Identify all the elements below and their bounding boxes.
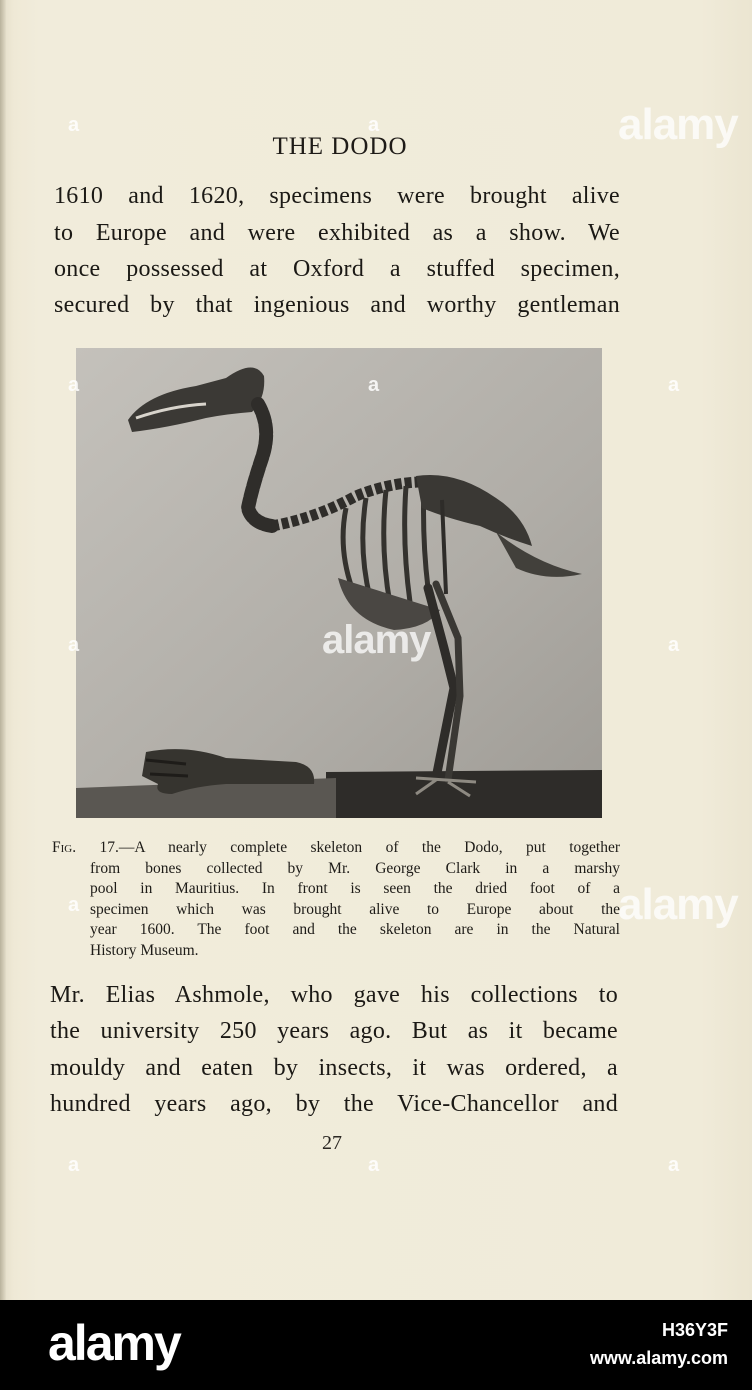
- page-number: 27: [322, 1132, 342, 1154]
- alamy-logo: alamy: [48, 1315, 180, 1371]
- watermark-mark: a: [668, 374, 680, 396]
- caption-line-3: pool in Mauritius. In front is seen the dried foot of a: [90, 880, 620, 898]
- watermark-text: alamy: [618, 100, 738, 149]
- caption-line-6: History Museum.: [90, 941, 199, 959]
- body-text-line-2: to Europe and were exhibited as a show. We: [54, 220, 620, 246]
- body-text-line-1: 1610 and 1620, specimens were brought alive: [54, 183, 620, 209]
- caption-line-1: Fig. 17.—A nearly complete skeleton of the Dodo, put together: [52, 839, 620, 856]
- watermark-mark: a: [68, 894, 80, 916]
- watermark-text: alamy: [322, 618, 431, 662]
- watermark-mark: a: [368, 1154, 380, 1176]
- watermark-mark: a: [68, 114, 80, 136]
- caption-line-5: year 1600. The foot and the skeleton are in the Natural: [90, 921, 620, 939]
- dodo-skeleton-illustration: [76, 348, 602, 818]
- watermark-mark: a: [368, 114, 380, 136]
- banner-url: www.alamy.com: [589, 1348, 728, 1368]
- running-head: THE DODO: [272, 133, 408, 160]
- stock-banner: [0, 1300, 752, 1390]
- page-gutter-edge: [0, 0, 6, 1300]
- image-id: H36Y3F: [661, 1320, 728, 1340]
- figure-label: Fig. 17.: [52, 839, 119, 856]
- watermark-mark: a: [68, 634, 80, 656]
- watermark-mark: a: [668, 634, 680, 656]
- watermark-mark: a: [668, 1154, 680, 1176]
- watermark-text: alamy: [618, 880, 738, 929]
- watermark-mark: a: [68, 1154, 80, 1176]
- body-text-line-4: secured by that ingenious and worthy gentleman: [54, 292, 620, 318]
- watermark-mark: a: [368, 374, 380, 396]
- body-text-line-8: hundred years ago, by the Vice-Chancellor and: [50, 1091, 618, 1117]
- dodo-skeleton-photograph: [76, 348, 602, 818]
- body-text-line-7: mouldy and eaten by insects, it was ordered, a: [50, 1055, 618, 1081]
- caption-line-2: from bones collected by Mr. George Clark in a marshy: [90, 859, 620, 877]
- body-text-line-6: the university 250 years ago. But as it became: [50, 1018, 618, 1044]
- body-text-line-5: Mr. Elias Ashmole, who gave his collections to: [50, 982, 618, 1008]
- caption-line-4: specimen which was brought alive to Europe about the: [90, 900, 620, 918]
- watermark-mark: a: [68, 374, 80, 396]
- figure-caption: [52, 838, 620, 962]
- body-text-line-3: once possessed at Oxford a stuffed specimen,: [54, 256, 620, 282]
